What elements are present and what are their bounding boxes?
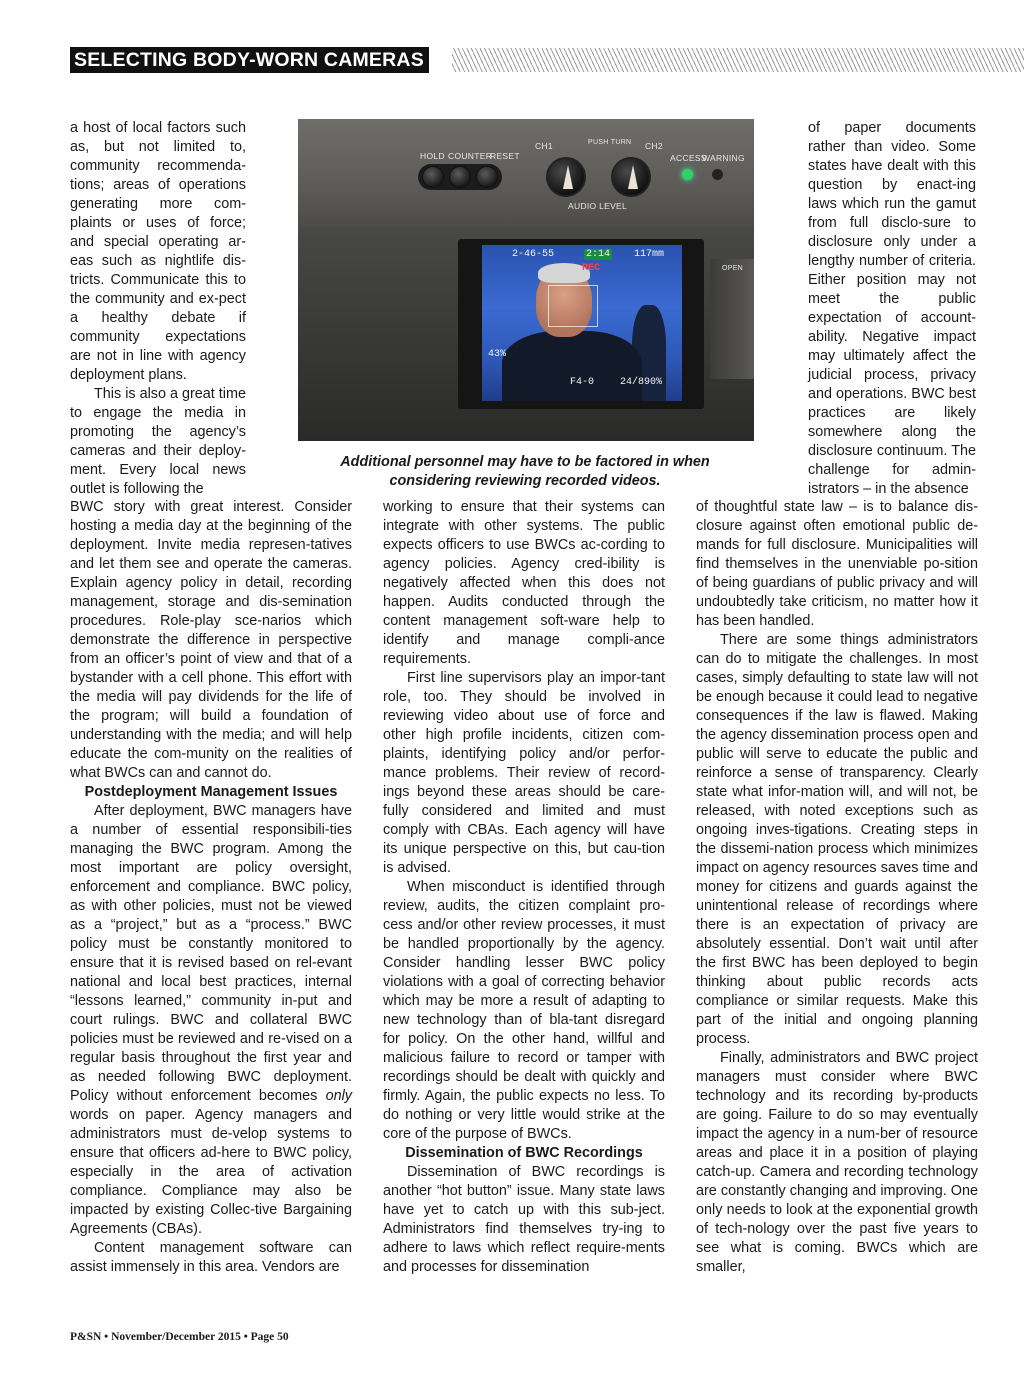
column-3-bottom: [696, 498, 978, 1277]
section-title: SELECTING BODY-WORN CAMERAS: [70, 47, 429, 73]
paragraph: [70, 802, 352, 1239]
paragraph: This is also a great time to engage the media in promoting the agency’s cameras and their deploy-ment. Every local news outlet is following the: [70, 386, 246, 497]
paragraph: When misconduct is identified through review, audits, the citizen complaint pro-cess and/or other review processes, it must be handled proportionally by the agency. Consider handling lesser BWC policy violations with a goal of correcting behavior which may be more a result of adapting to new technology than of bla-tant disregard for policy. On the other hand, willful and malicious failure to record or tamper with recordings should be dealt with quickly and firmly. Again, the public expects no less. To do nothing or very little would strike at the core of the purpose of BWCs.: [383, 879, 665, 1142]
access-led-icon: [682, 169, 693, 180]
camera-label-audio-level: AUDIO LEVEL: [568, 201, 628, 211]
camera-button: [476, 166, 498, 188]
text-run: After deployment, BWC managers have a number of essential responsibili-ties managing the BWC program. Among the most important are policy oversight, enforcement and compliance. BWC policy, as with other policies, must not be viewed as a “project,” but as a “process.” BWC policy must be constantly monitored to ensure that it is revised based on rel-evant national and local best practices, internal “lessons learned,” community in-put and court rulings. BWC and collateral BWC policies must be reviewed and re-vised on a regular basis throughout the first year and as needed following BWC deployment. Policy without enforcement becomes: [70, 803, 352, 1104]
hud-shutter: 24/890%: [620, 377, 663, 388]
camera-photo: [298, 119, 754, 441]
paragraph: There are some things administrators can do to mitigate the challenges. In most cases, simply defaulting to state law will not be enough because it could lead to negative consequences if the law is flawed. Making the agency dissemination process open and public will serve to educate the public and reinforce a sense of transparency. Clearly state what infor-mation will, and will not, be released, with noted exceptions such as ongoing inves-tigations. Creating steps in the dissemi-nation process which minimizes impact on agency resources saves time and money for citizens and guards against the unintentional release of recordings where there is an expectation of privacy are absolutely essential. Don’t wait until after the first BWC has been deployed to begin thinking about public records acts compliance or similar requests. Make this part of the initial and ongoing planning process.: [696, 632, 978, 1047]
hud-timecode: 2-46-55: [512, 249, 555, 260]
header-hatch-decoration: [452, 48, 1024, 72]
paragraph: of thoughtful state law – is to balance dis-closure against often emotional public de-mands for full disclosure. Municipalities will find themselves in the unenviable po-sition of being guardians of public privacy and will undoubtedly take criticism, no matter how it has been handled.: [696, 499, 978, 629]
paragraph: Finally, administrators and BWC project managers must consider where BWC technology and its recording by-products are going. Failure to do so may eventually impact the agency in a num-ber of resource areas and place it in a position of playing catch-up. Camera and recording technology are constantly changing and improving. One only needs to look at the exponential growth of tech-nology over the past five years to see what is coming. BWCs which are smaller,: [696, 1050, 978, 1275]
camera-label-hold: HOLD: [420, 151, 445, 161]
camera-label-reset: RESET: [490, 151, 520, 161]
camera-label-ch1: CH1: [535, 141, 553, 151]
hud-rec-indicator: REC: [582, 263, 601, 274]
emphasis-text: only: [325, 1088, 352, 1104]
column-1-top: [70, 119, 246, 499]
column-2: [383, 498, 665, 1277]
section-header: [70, 47, 1024, 73]
paragraph: a host of local factors such as, but not limited to, community recommenda-tions; areas of operations generating more com-plaints or uses of force; and special operating ar-eas such as nightlife dis-tricts. Communicate this to the community and ex-pect a healthy debate if community expectations are not in line with agency deployment plans.: [70, 120, 246, 383]
paragraph: Dissemination of BWC recordings is another “hot button” issue. Many state laws have yet to catch up with this sub-ject. Administrators find themselves try-ing to adhere to laws which reflect require-ments and processes for dissemination: [383, 1164, 665, 1275]
section-heading: Postdeployment Management Issues: [84, 784, 338, 800]
figure-caption: Additional personnel may have to be factored in when considering reviewing recorded videos.: [340, 454, 710, 489]
page-footer: P&SN • November/December 2015 • Page 50: [70, 1331, 289, 1343]
paragraph: working to ensure that their systems can integrate with other systems. The public expects officers to use BWCs ac-cording to agency policies. Agency cred-ibility is negatively affected when this does not happen. Audits conducted through the content management soft-ware help to identify and manage compli-ance requirements.: [383, 499, 665, 667]
column-1-bottom: [70, 498, 352, 1277]
camera-label-open: OPEN: [722, 265, 744, 272]
section-heading: Dissemination of BWC Recordings: [405, 1145, 643, 1161]
camera-label-warning: WARNING: [702, 153, 745, 163]
text-run: words on paper. Agency managers and administrators must de-velop systems to ensure that officers ad-here to BWC policy, especially in the area of activation compliance. Compliance may also be impacted by existing Collec-tive Bargaining Agreements (CBAs).: [70, 1107, 352, 1237]
paragraph: BWC story with great interest. Consider hosting a media day at the beginning of the deployment. Invite media represen-tatives and let them see and operate the cameras. Explain agency policy in detail, recording management, storage and dis-semination procedures. Role-play sce-narios which demonstrate the difference in perspective from an officer’s point of view and that of a bystander with a cell phone. This effort with the media will pay dividends for the life of the program; will build a foundation of understanding with the media; and will help educate the com-munity on the realities of what BWCs can and cannot do.: [70, 499, 352, 781]
camera-label-push-turn: PUSH TURN: [588, 139, 632, 146]
camera-label-ch2: CH2: [645, 141, 663, 151]
hud-battery: 2:14: [586, 249, 611, 260]
camera-button: [449, 166, 471, 188]
hud-iris: F4-0: [570, 377, 595, 388]
hud-focal: 117mm: [634, 249, 665, 260]
paragraph: of paper documents rather than video. Some states have dealt with this question by enact-ing laws which run the gamut from full disclo-sure to disclosure only under a lengthy number of criteria. Either position may not meet the public expectation of account-ability. Negative impact may ultimately affect the judicial process, privacy and operations. BWC best practices are likely somewhere along the disclosure continuum. The challenge for admin-istrators – in the absence: [808, 120, 976, 497]
camera-button: [422, 166, 444, 188]
camera-label-counter: COUNTER: [448, 151, 493, 161]
warning-led-icon: [712, 169, 723, 180]
lcd-screen: [482, 245, 682, 401]
audio-level-knob-ch2: [611, 157, 651, 197]
column-3-top: [808, 119, 976, 499]
paragraph: First line supervisors play an impor-tant role, too. They should be involved in reviewing video about use of force and other high profile incidents, citizen com-plaints, identifying policy and/or perfor-mance problems. Their review of record-ings beyond these areas should be care-fully considered and limited and must comply with CBAs. Each agency will have its unique perspective on this, but cau-tion is advised.: [383, 670, 665, 876]
camera-side-panel: [710, 259, 754, 379]
camera-label-access: ACCESS: [670, 153, 707, 163]
paragraph: Content management software can assist immensely in this area. Vendors are: [70, 1240, 352, 1275]
hud-zoom: 43%: [488, 349, 507, 360]
focus-frame: [548, 285, 598, 327]
person-body: [502, 331, 642, 401]
audio-level-knob-ch1: [546, 157, 586, 197]
